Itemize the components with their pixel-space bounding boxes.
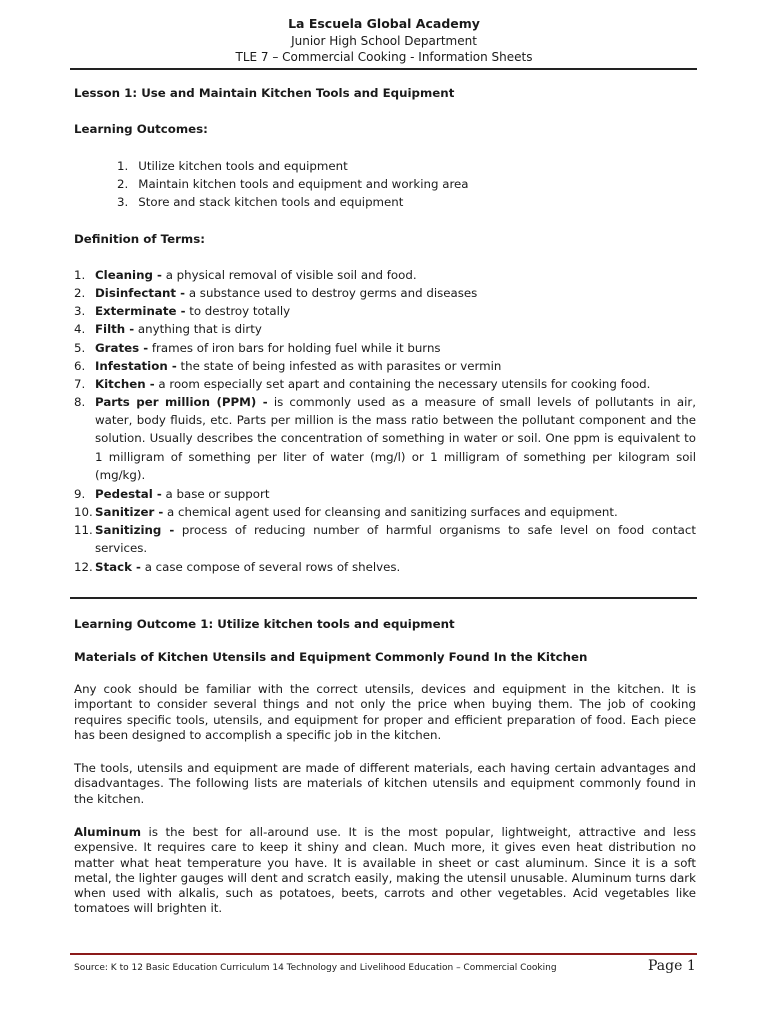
definition-item: 4. Filth - anything that is dirty (74, 322, 262, 336)
page-number: Page 1 (648, 958, 696, 974)
definition-item: 8. Parts per million (PPM) - is commonly used as a measure of small levels of pollutants in air, water, body fluids, etc. Parts per million is the mass ratio between the pollutant component and the solution. Usually describes the concentration of something in water or soil. One ppm is equivalent to 1 milligram of something per liter of water (mg/l) or 1 milligram of something per kilogram soil (mg/kg). (74, 395, 696, 482)
definition-item: 3. Exterminate - to destroy totally (74, 304, 291, 318)
footer-source: Source: K to 12 Basic Education Curriculum 14 Technology and Livelihood Education – Commercial Cooking (74, 963, 557, 973)
definition-item: 11. Sanitizing - process of reducing number of harmful organisms to safe level on food contact services. (74, 523, 697, 556)
paragraph-intro: Any cook should be familiar with the correct utensils, devices and equipment in the kitchen. It is important to consider several things and not only the price when buying them. The job of cooking requires specific tools, utensils, and equipment for proper and efficient preparation of food. Each piece has been designed to accomplish a specific job in the kitchen. (74, 682, 696, 742)
paragraph-materials: The tools, utensils and equipment are made of different materials, each having certain advantages and disadvantages. The following lists are materials of kitchen utensils and equipment commonly found in the kitchen. (74, 761, 696, 806)
footer-divider (70, 953, 697, 955)
section-divider (70, 597, 697, 599)
definitions-heading: Definition of Terms: (74, 232, 205, 246)
outcome1-heading: Learning Outcome 1: Utilize kitchen tools and equipment (74, 617, 455, 631)
definition-item: 9. Pedestal - a base or support (74, 487, 270, 501)
learning-outcomes-heading: Learning Outcomes: (74, 122, 208, 136)
list-item: 3. Store and stack kitchen tools and equipment (117, 195, 404, 209)
list-item: 2. Maintain kitchen tools and equipment and working area (117, 177, 469, 191)
definition-item: 7. Kitchen - a room especially set apart and containing the necessary utensils for cooking food. (74, 377, 651, 391)
department-name: Junior High School Department (291, 34, 477, 48)
definition-item: 10. Sanitizer - a chemical agent used for cleansing and sanitizing surfaces and equipment. (74, 505, 618, 519)
definition-item: 2. Disinfectant - a substance used to destroy germs and diseases (74, 286, 478, 300)
definition-item: 1. Cleaning - a physical removal of visible soil and food. (74, 268, 417, 282)
header-divider (70, 68, 697, 70)
list-item: 1. Utilize kitchen tools and equipment (117, 159, 348, 173)
materials-heading: Materials of Kitchen Utensils and Equipment Commonly Found In the Kitchen (74, 650, 588, 664)
definition-item: 12. Stack - a case compose of several rows of shelves. (74, 560, 401, 574)
lesson-title: Lesson 1: Use and Maintain Kitchen Tools and Equipment (74, 86, 455, 100)
paragraph-aluminum: Aluminum is the best for all-around use. It is the most popular, lightweight, attractive and less expensive. It requires care to keep it shiny and clean. Much more, it gives even heat distribution no matter what heat temperature you have. It is available in sheet or cast aluminum. Since it is a soft metal, the lighter gauges will dent and scratch easily, making the utensil unusable. Aluminum turns dark when used with alkalis, such as potatoes, beets, carrots and other vegetables. Acid vegetables like tomatoes will brighten it. (74, 825, 696, 916)
school-name: La Escuela Global Academy (288, 16, 480, 31)
definition-item: 6. Infestation - the state of being infested as with parasites or vermin (74, 359, 502, 373)
course-title: TLE 7 – Commercial Cooking - Information Sheets (235, 50, 533, 64)
definition-item: 5. Grates - frames of iron bars for holding fuel while it burns (74, 341, 441, 355)
